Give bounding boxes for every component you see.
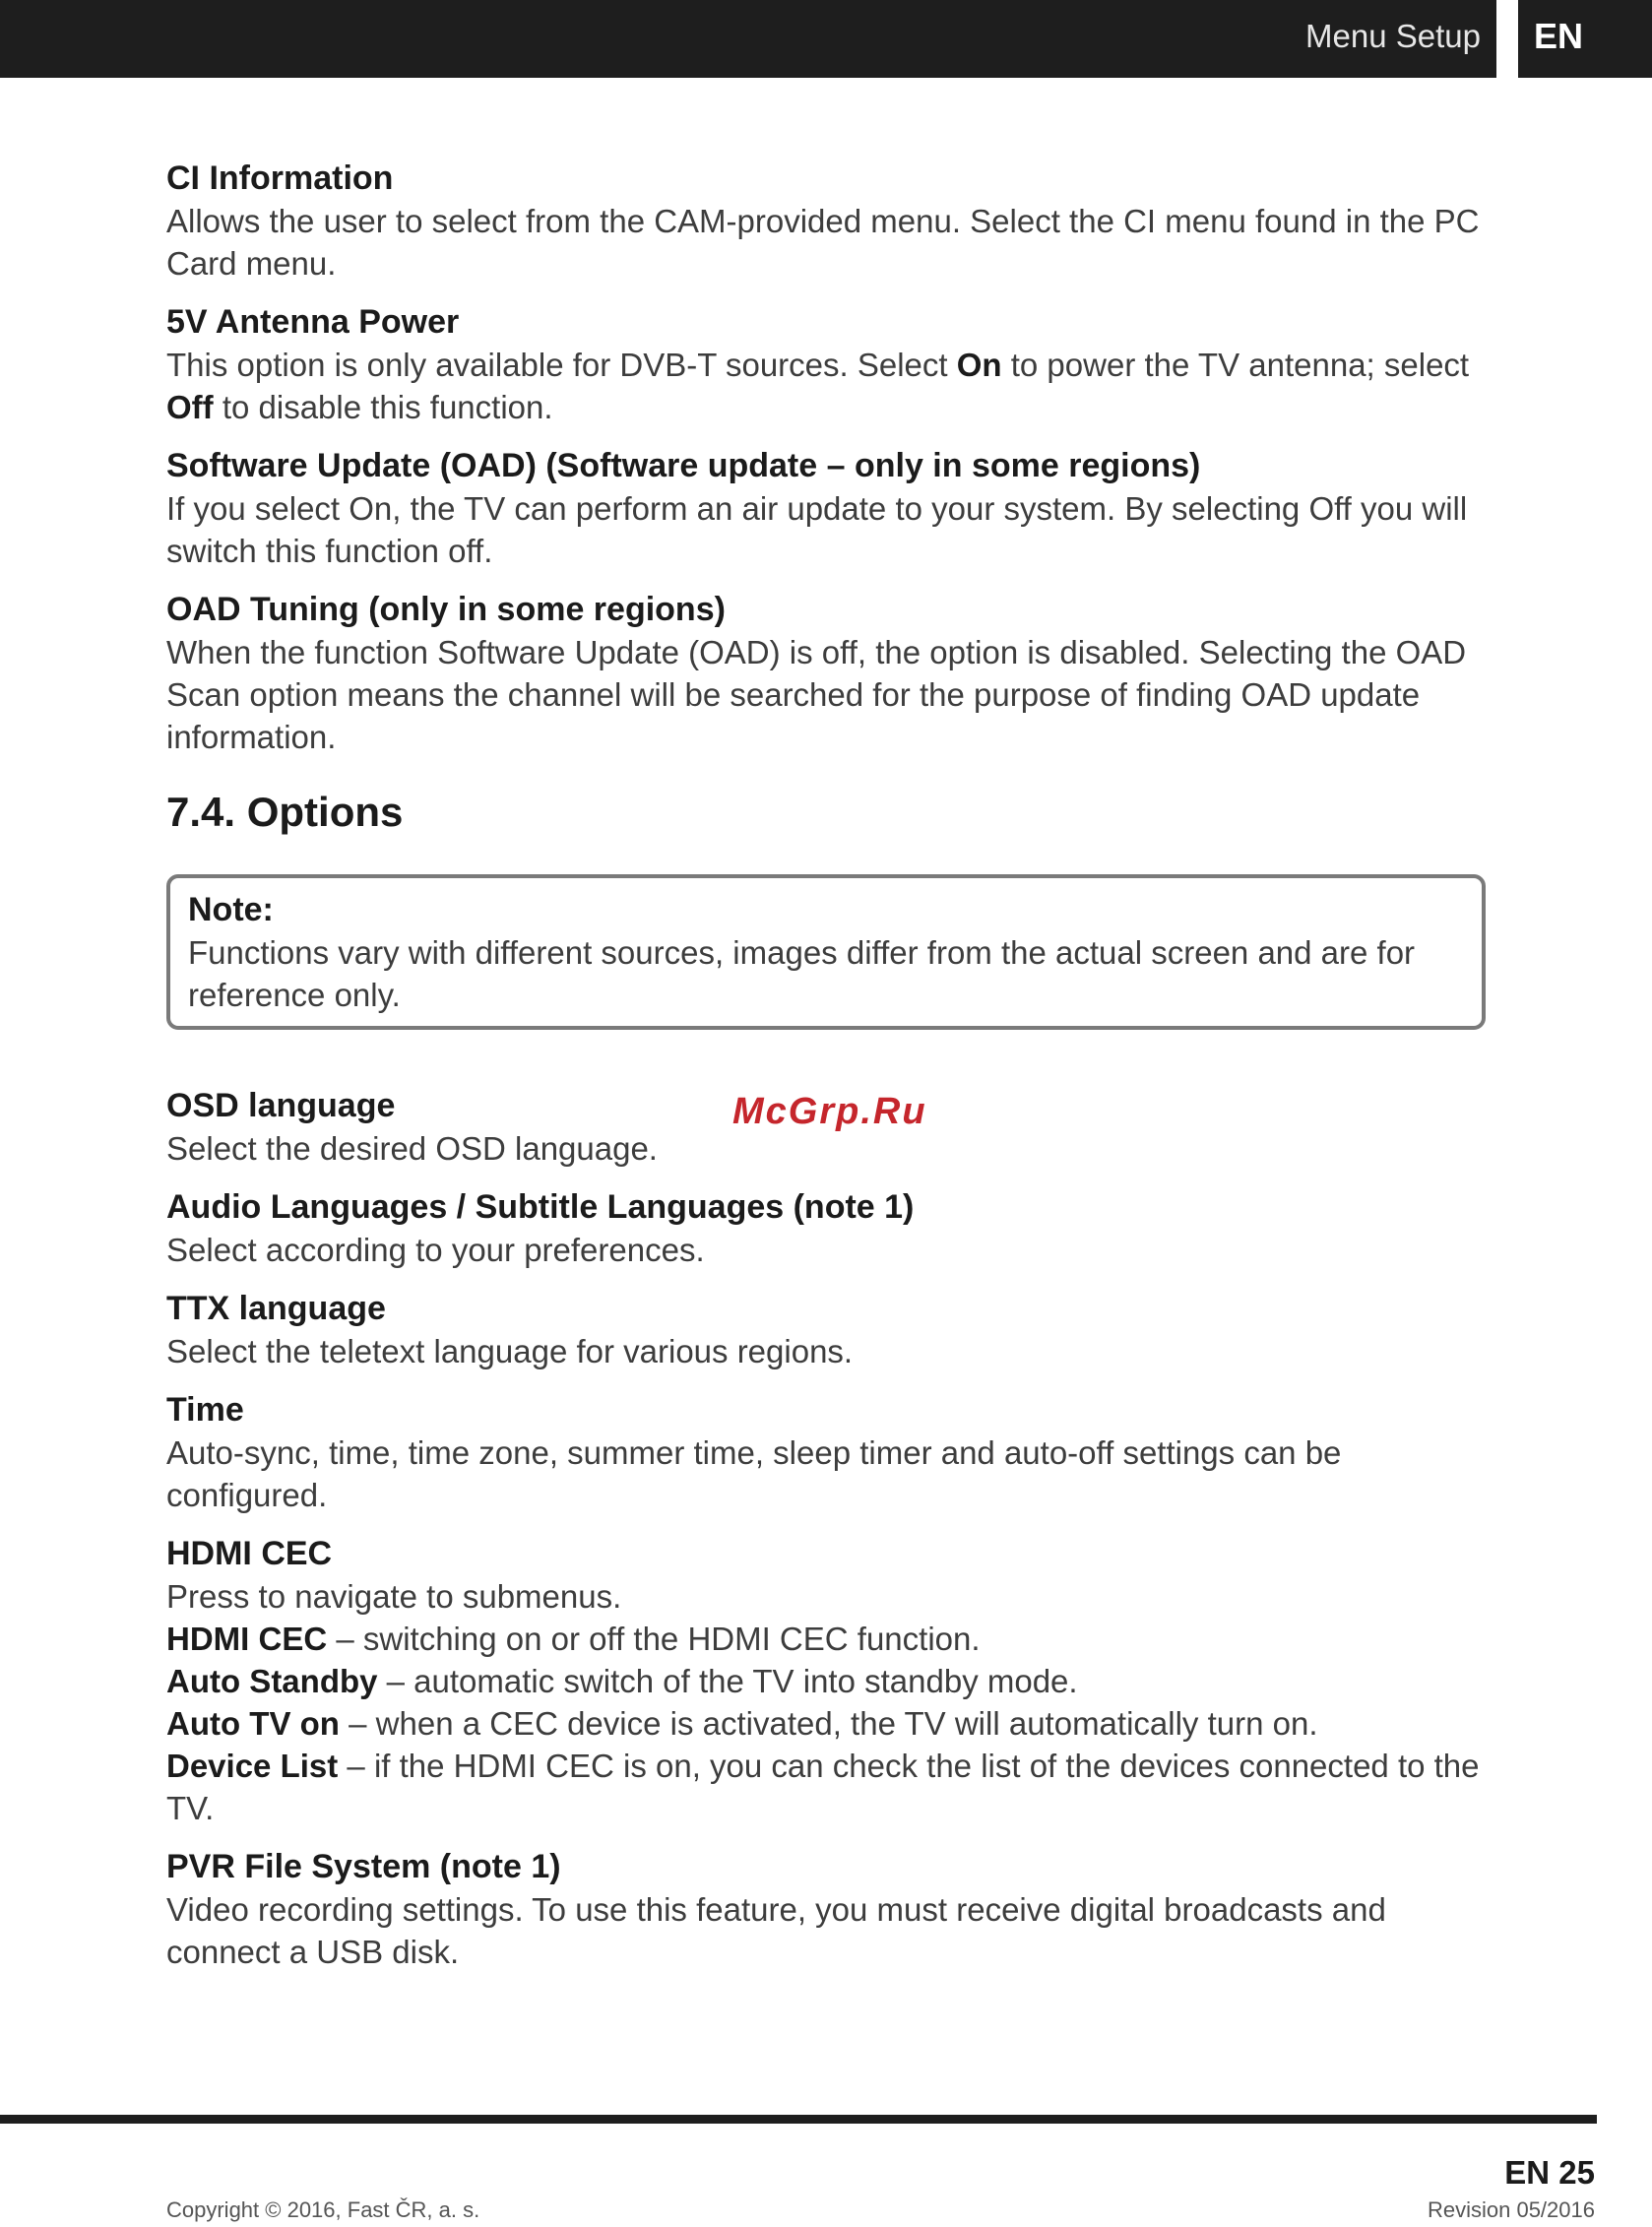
section-heading: OAD Tuning (only in some regions): [166, 591, 726, 628]
section-text: This option is only available for DVB-T sources. Select On to power the TV antenna; select Off to disable this function.: [166, 347, 1470, 425]
copyright: Copyright © 2016, Fast ČR, a. s.: [166, 2197, 480, 2222]
section-heading: Audio Languages / Subtitle Languages (note 1): [166, 1188, 915, 1226]
section-heading: Time: [166, 1391, 244, 1429]
section-time: [166, 1389, 1486, 1516]
section-pvr-file-system: [166, 1846, 1486, 1973]
section-ci-information: [166, 158, 1486, 285]
section-hdmi-cec: [166, 1533, 1486, 1829]
section-title: Menu Setup: [1305, 18, 1481, 54]
section-heading: 5V Antenna Power: [166, 303, 460, 341]
language-code: EN: [1534, 16, 1584, 56]
definition-item: Device List – if the HDMI CEC is on, you can check the list of the devices connected to the TV.: [166, 1748, 1480, 1826]
section-heading: OSD language: [166, 1087, 396, 1124]
section-heading: Software Update (OAD) (Software update – only in some regions): [166, 447, 1201, 484]
section-text: Video recording settings. To use this feature, you must receive digital broadcasts and connect a USB disk.: [166, 1891, 1386, 1970]
note-text: Functions vary with different sources, images differ from the actual screen and are for reference only.: [188, 934, 1416, 1013]
section-text: Select the desired OSD language.: [166, 1130, 658, 1167]
note-box: [166, 874, 1486, 1030]
header-bar: [0, 0, 1496, 78]
footer-divider: [0, 2115, 1597, 2124]
section-text: Press to navigate to submenus.: [166, 1578, 622, 1615]
section-antenna-power: [166, 301, 1486, 428]
page-content: [166, 158, 1486, 1990]
section-text: When the function Software Update (OAD) is off, the option is disabled. Selecting the OAD Scan option means the channel will be searched for the purpose of finding OAD update information.: [166, 634, 1467, 755]
section-heading: TTX language: [166, 1290, 386, 1327]
note-title: Note:: [188, 891, 274, 928]
chapter-title: 7.4. Options: [166, 789, 404, 835]
section-text: Select according to your preferences.: [166, 1232, 705, 1268]
section-text: If you select On, the TV can perform an air update to your system. By selecting Off you will switch this function off.: [166, 490, 1468, 569]
definition-term: Auto TV on: [166, 1705, 340, 1742]
revision: Revision 05/2016: [1427, 2197, 1595, 2222]
section-heading: PVR File System (note 1): [166, 1848, 561, 1885]
option-on: On: [956, 347, 1002, 383]
section-text: Auto-sync, time, time zone, summer time, sleep timer and auto-off settings can be configured.: [166, 1434, 1342, 1513]
page-number: EN 25: [1504, 2154, 1595, 2191]
watermark: McGrp.Ru: [732, 1091, 927, 1132]
definition-item: HDMI CEC – switching on or off the HDMI CEC function.: [166, 1621, 981, 1657]
definition-term: Auto Standby: [166, 1663, 378, 1699]
section-heading: CI Information: [166, 159, 394, 197]
definition-term: Device List: [166, 1748, 339, 1784]
language-badge: [1518, 0, 1652, 78]
section-heading: HDMI CEC: [166, 1535, 333, 1572]
definition-term: HDMI CEC: [166, 1621, 328, 1657]
section-audio-subtitle-languages: [166, 1186, 1486, 1271]
section-ttx-language: [166, 1288, 1486, 1372]
definition-item: Auto TV on – when a CEC device is activated, the TV will automatically turn on.: [166, 1705, 1318, 1742]
section-oad-tuning: [166, 589, 1486, 758]
option-off: Off: [166, 389, 214, 425]
section-text: Select the teletext language for various regions.: [166, 1333, 854, 1369]
section-text: Allows the user to select from the CAM-provided menu. Select the CI menu found in the PC Card menu.: [166, 203, 1480, 282]
section-software-update: [166, 445, 1486, 572]
definition-item: Auto Standby – automatic switch of the TV into standby mode.: [166, 1663, 1078, 1699]
